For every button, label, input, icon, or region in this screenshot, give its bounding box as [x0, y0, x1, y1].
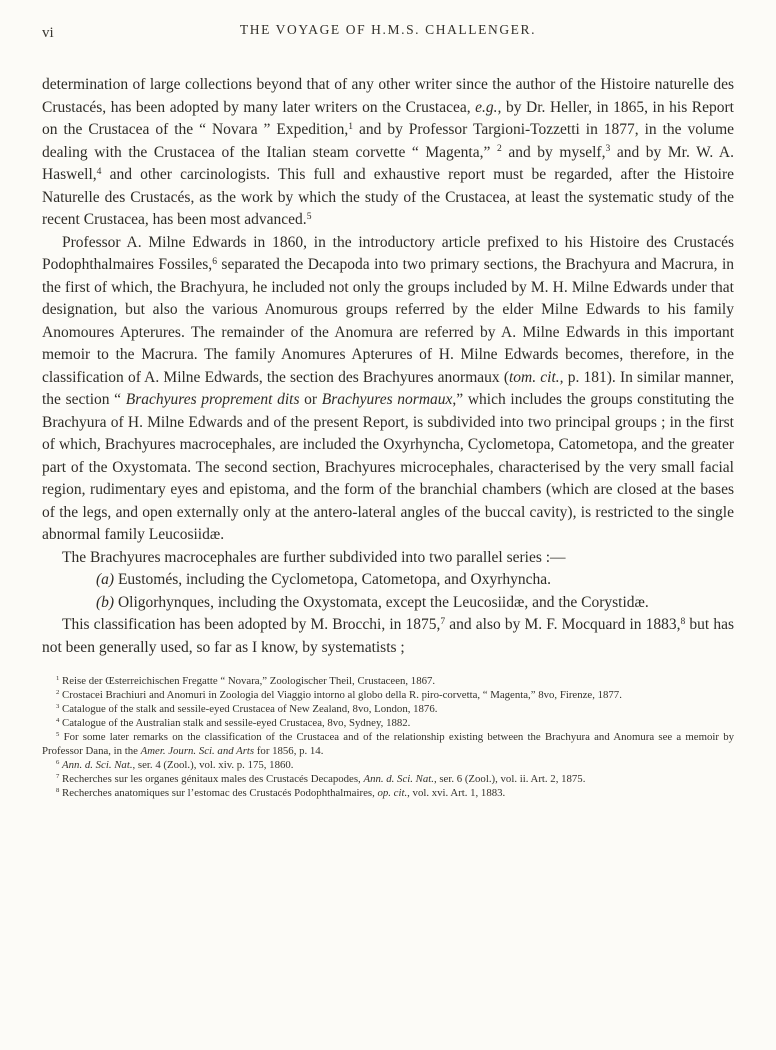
footnote-marker: 1: [348, 120, 354, 132]
footnote-marker: 3: [605, 143, 611, 155]
text-run: For some later remarks on the classification of the Crustacea and of the relationship existing between the Brachyura and Anomura see a memoir by Professor Dana, in the: [42, 731, 734, 757]
list-item-a: [42, 569, 734, 592]
footnote-marker: 7: [56, 773, 60, 781]
text-run: Brachyures normaux: [321, 391, 453, 408]
text-run: Catalogue of the Australian stalk and sessile-eyed Crustacea, 8vo, Sydney, 1882.: [59, 717, 411, 729]
footnote-8: [42, 786, 734, 800]
text-run: This classification has been adopted by M. Brocchi, in 1875,: [62, 616, 441, 633]
footnote-marker: 2: [56, 689, 60, 697]
text-run: Amer. Journ. Sci. and Arts: [140, 745, 255, 757]
text-run: and by myself,: [501, 143, 606, 161]
footnote-7: [42, 772, 734, 786]
footnote-marker: 1: [56, 675, 60, 683]
text-run: Recherches anatomiques sur l’estomac des Crustacés Podophthalmaires,: [59, 787, 378, 799]
text-run: , ser. 4 (Zool.), vol. xiv. p. 175, 1860.: [132, 759, 294, 771]
text-run: separated the Decapoda into two primary sections, the Brachyura and Macrura, in the first of which, the Brachyura, he included not only the groups included by M. H. Milne Edwards under that designation, but also the various Anomurous groups referred by the elder Milne Edwards to his family Anomoures Apterures. The remainder of the Anomura are referred by A. Milne Edwards in this important memoir to the Macrura. The family Anomures Apterures of H. Milne Edwards becomes, therefore, in the classification of A. Milne Edwards, the section des Brachyures anormaux (: [42, 256, 734, 386]
footnote-3: [42, 702, 734, 716]
text-run: , vol. xvi. Art. 1, 1883.: [407, 787, 506, 799]
list-item-b: [42, 592, 734, 615]
text-run: tom. cit.,: [508, 368, 564, 386]
footnote-marker: 2: [496, 143, 502, 155]
text-run: Catalogue of the stalk and sessile-eyed Crustacea of New Zealand, 8vo, London, 1876.: [59, 703, 438, 715]
text-run: Reise der Œsterreichischen Fregatte “ Novara,” Zoologischer Theil, Crustaceen, 1867.: [59, 675, 436, 687]
text-run: Eustomés, including the Cyclometopa, Catometopa, and Oxyrhyncha.: [114, 571, 551, 588]
footnote-5: [42, 730, 734, 758]
text-run: and other carcinologists. This full and exhaustive report must be regarded, after the Histoire Naturelle des Crustacés, as the work by which the study of the Crustacea, at least the systematic study of the recent Crustacea, has been most advanced.: [42, 166, 734, 228]
paragraph-2: [42, 232, 734, 547]
text-run: Recherches sur les organes génitaux males des Crustacés Decapodes,: [59, 773, 364, 785]
running-title: THE VOYAGE OF H.M.S. CHALLENGER.: [239, 22, 537, 37]
text-run: Ann. d. Sci. Nat.: [62, 759, 133, 771]
footnote-marker: 8: [680, 615, 686, 627]
paragraph-4: [42, 614, 734, 659]
paragraph-1: [42, 74, 734, 232]
footnote-1: [42, 674, 734, 688]
footnote-marker: 4: [96, 165, 102, 177]
text-run: and by Mr. W. A. Haswell,: [42, 143, 735, 183]
text-run: p. 181). In similar manner, the section “: [42, 368, 734, 408]
text-run: and also by M. F. Mocquard in 1883,: [445, 616, 681, 633]
text-run: Oligorhynques, including the Oxystomata, except the Leucosiidæ, and the Corystidæ.: [114, 593, 649, 611]
page-body: [42, 74, 734, 659]
footnote-4: [42, 716, 734, 730]
text-run: by Dr. Heller, in 1865, in his Report on the Crustacea of the “ Novara ” Expedition,: [42, 98, 734, 138]
footnote-marker: 5: [56, 731, 60, 739]
footnote-marker: 6: [56, 759, 60, 767]
text-run: and by Professor Targioni-Tozzetti in 1877, in the volume dealing with the Crustacea of the Italian steam corvette “ Magenta,”: [42, 121, 735, 161]
page-header: [42, 22, 734, 44]
text-run: op. cit.: [377, 787, 408, 799]
paragraph-3: [42, 547, 734, 570]
text-run: , ser. 6 (Zool.), vol. ii. Art. 2, 1875.: [433, 773, 586, 785]
footnote-2: [42, 688, 734, 702]
footnote-marker: 5: [306, 210, 312, 222]
text-run: e.g.,: [475, 98, 502, 116]
footnote-marker: 6: [212, 255, 217, 267]
text-run: but has not been generally used, so far as I know, by systematists ;: [42, 616, 734, 656]
footnote-6: [42, 758, 734, 772]
text-run: (a): [96, 571, 115, 588]
footnote-marker: 4: [56, 717, 60, 725]
text-run: The Brachyures macrocephales are further subdivided into two parallel series :—: [62, 548, 566, 566]
text-run: Brachyures proprement dits: [125, 391, 300, 408]
footnote-marker: 7: [440, 615, 446, 627]
page-number: vi: [42, 25, 54, 41]
text-run: for 1856, p. 14.: [254, 745, 324, 757]
text-run: Professor A. Milne Edwards in 1860, in the introductory article prefixed to his Histoire des Crustacés Podophthalmaires Fossiles,: [42, 233, 734, 273]
text-run: determination of large collections beyond that of any other writer since the author of the Histoire naturelle des Crustacés, has been adopted by many later writers on the Crustacea,: [42, 76, 734, 116]
text-run: (b): [96, 593, 115, 611]
footnote-marker: 3: [56, 703, 60, 711]
text-run: Crostacei Brachiuri and Anomuri in Zoologia del Viaggio intorno al globo della R. piro-corvetta, “ Magenta,” 8vo, Firenze, 1877.: [59, 689, 622, 701]
text-run: Ann. d. Sci. Nat.: [363, 773, 434, 785]
footnotes-section: [42, 674, 734, 800]
footnote-marker: 8: [56, 787, 60, 795]
text-run: or: [299, 391, 322, 408]
text-run: ,” which includes the groups constituting the Brachyura of H. Milne Edwards and of the present Report, is subdivided into two principal groups ; in the first of which, Brachyures macrocephales, are included the Oxyrhyncha, Cyclometopa, Catometopa, and the greater part of the Oxystomata. The second section, Brachyures microcephales, characterised by the very small facial region, rudimentary eyes and epistoma, and the form of the branchial chambers (which are closed at the bases of the legs, and open externally only at the antero-lateral angles of the buccal cavity), is restricted to the single abnormal family Leucosiidæ.: [42, 391, 734, 543]
